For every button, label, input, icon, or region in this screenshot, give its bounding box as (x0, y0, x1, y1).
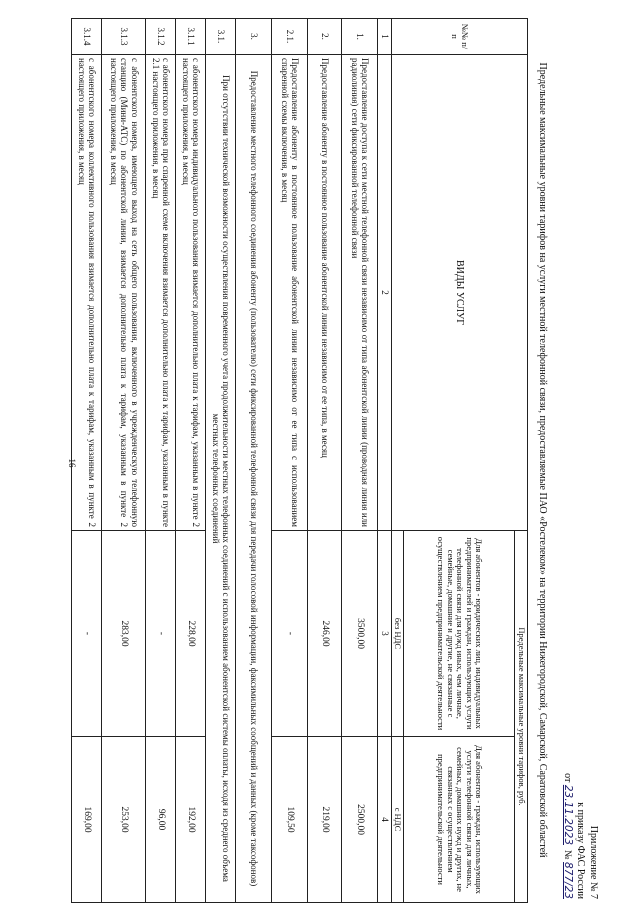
table-row: 2. Предоставление абоненту в постоянное пользование абонентской линии независимо от ее типа, в месяц 246,00 219,00 (308, 19, 342, 903)
table-row: 3.1. При отсутствии технической возможности осуществления повременного учета продолжительности местных телефонных соединений с использованием абонентской системы оплаты, исходя из среднего объема местных телефонных соединений (206, 19, 236, 903)
header-col-citizens: Для абонентов - граждан, использующих услуги телефонной связи для личных, семейных, домашних нужд и других, не связанных с осуществлением предпринимательской деятельности (404, 737, 515, 903)
table-row: 3.1.2 с абонентского номера при спаренной схеме включения взимается дополнительно плата к тарифам, указанным в пункте 2.1 настоящего приложения, в месяц - 96,00 (146, 19, 176, 903)
column-numbers-row: 1 2 3 4 (378, 19, 392, 903)
document-title: Предельные максимальные уровни тарифов на услуги местной телефонной связи, предоставляемые ПАО «Ростелеком» на территории Нижегородской, Самарской, Саратовской областей (537, 62, 548, 858)
table-row: 3.1.3 с абонентского номера, имеющего выход на сеть общего пользования, включенного в учрежденческую телефонную станцию (Мини-АТС) по абонентской линии, взимается дополнительно плата к тарифам, указанным в пункте 2 настоящего приложения, в месяц 283,00 253,00 (102, 19, 146, 903)
appendix-date-line: от 23.11.2023 № 877/23 (562, 773, 574, 899)
appendix-block (561, 773, 600, 899)
vat-included: с НДС (392, 737, 405, 903)
handwritten-date: 23.11.2023 (562, 784, 574, 845)
appendix-line2: к приказу ФАС России (575, 802, 586, 899)
page-number: 16 (67, 458, 77, 468)
vat-excluded: без НДС (392, 531, 405, 737)
header-services: ВИДЫ УСЛУГ (392, 55, 528, 531)
table-row: 3.1.1 с абонентского номера индивидуального пользования взимается дополнительно плата к тарифам, указанным в пункте 2 настоящего приложения, в месяц 228,00 192,00 (176, 19, 206, 903)
table-row: 3. Предоставление местного телефонного соединения абоненту (пользователю) сети фиксированной телефонной связи для передачи голосовой информации, факсимильных сообщений и данных (кроме таксофонов) (236, 19, 272, 903)
header-num: №№ п/п (392, 19, 528, 55)
header-row (515, 19, 528, 903)
table-row: 2.1. Предоставление абоненту в постоянное пользование абонентской линии независимо от ее типа с использованием спаренной схемы включения, в месяц - 109,50 (272, 19, 308, 903)
header-tariffs: Предельные максимальные уровни тарифов, руб. (515, 531, 528, 903)
handwritten-number: 877/23 (562, 862, 574, 899)
tariff-table (72, 18, 529, 903)
table-row: 1. Предоставление доступа к сети местной телефонной связи независимо от типа абонентской линии (проводная линия или радиолиния) сети фиксированной телефонной связи 3500,00 2500,00 (342, 19, 378, 903)
header-col-legal: Для абонентов - юридических лиц, индивидуальных предпринимателей и граждан, использующих услуги телефонной связи для нужд иных, чем личные, семейные, домашние и другие, не связанные с осуществлением предпринимательской деятельности (404, 531, 515, 737)
table-row: 3.1.4 с абонентского номера коллективного пользования взимается дополнительно плата к тарифам, указанным в пункте 2 настоящего приложения, в месяц - 169,00 (72, 19, 102, 903)
appendix-line1: Приложение № 7 (588, 825, 599, 899)
